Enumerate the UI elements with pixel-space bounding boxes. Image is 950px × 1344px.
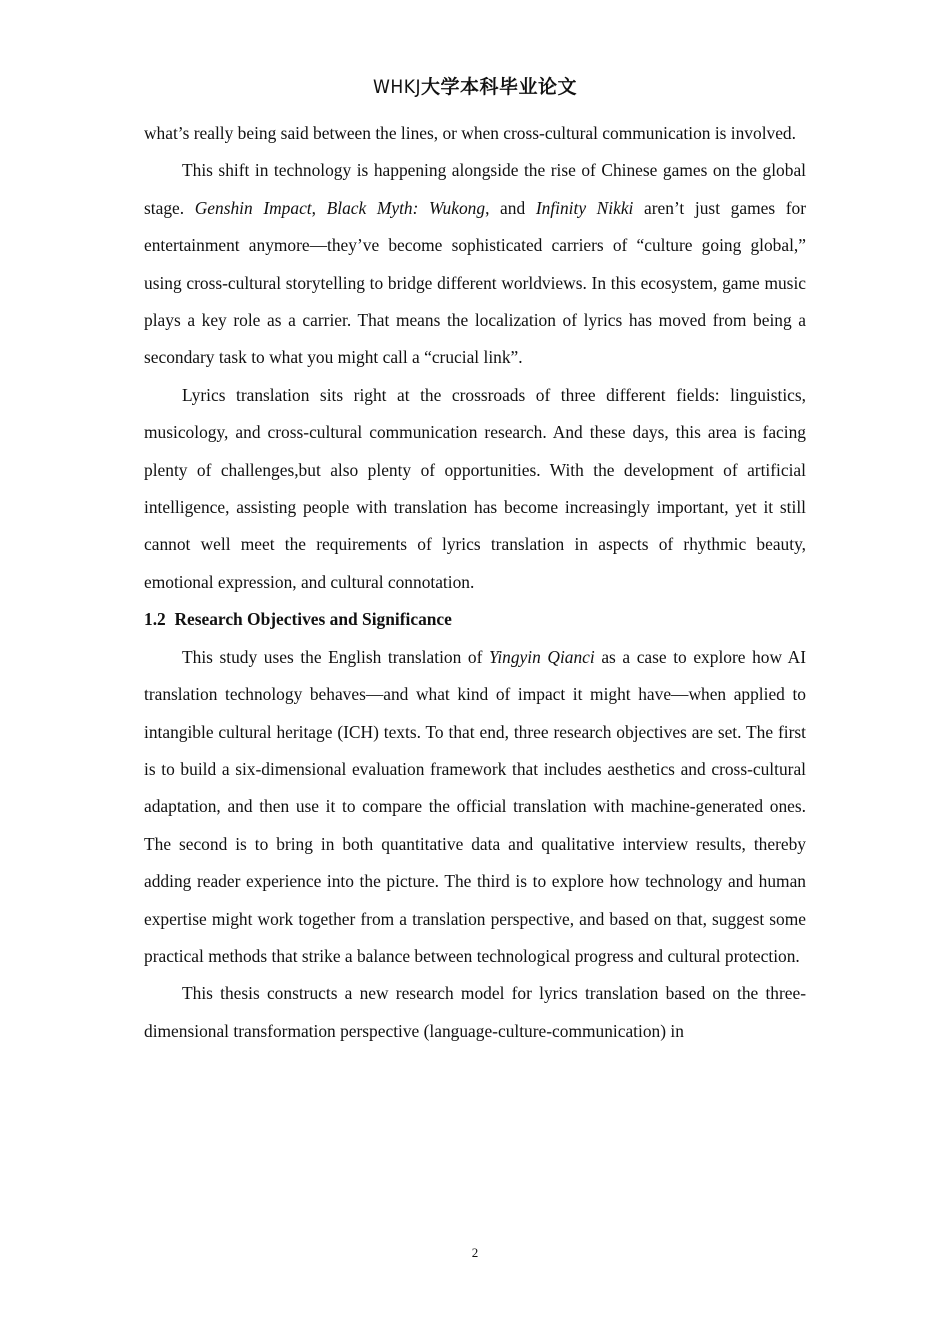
page-header (0, 74, 950, 101)
paragraphs-after-section (144, 639, 806, 1050)
section-heading (144, 601, 806, 638)
italic-title: Genshin Impact (194, 197, 312, 218)
italic-title: Yingyin Qianci (488, 646, 595, 667)
text-run: This thesis constructs a new research model for lyrics translation based on the three-dimensional transformation perspective (language-culture-communication) in (144, 983, 806, 1041)
paragraph-p5-model (144, 975, 806, 1050)
text-run: , and (485, 197, 536, 218)
text-run: Lyrics translation sits right at the crossroads of three different fields: linguistics, musicology, and cross-cultural communication research. And these days, this area is facing plenty of challenges,but also plenty of opportunities. With the development of artificial intelligence, assisting people with translation has become increasingly important, yet it still cannot well meet the requirements of lyrics translation in aspects of rhythmic beauty, emotional expression, and cultural connotation. (144, 384, 806, 592)
text-run: as a case to explore how AI translation technology behaves—and what kind of impact it might have—when applied to intangible cultural heritage (ICH) texts. To that end, three research objectives are set. The first is to build a six-dimensional evaluation framework that includes aesthetics and cross-cultural adaptation, and then use it to compare the official translation with machine-generated ones. The second is to bring in both quantitative data and qualitative interview results, thereby adding reader experience into the picture. The third is to explore how technology and human expertise might work together from a translation perspective, and based on that, suggest some practical methods that strike a balance between technological progress and cultural protection. (144, 646, 806, 966)
section-number: 1.2 (144, 609, 166, 630)
section-title: Research Objectives and Significance (174, 609, 452, 630)
paragraphs-before-section (144, 115, 806, 601)
body-text (144, 115, 806, 1050)
italic-title: Black Myth: Wukong (326, 197, 486, 218)
paragraph-p2-tech-shift (144, 152, 806, 376)
text-run: This study uses the English translation of (182, 646, 489, 667)
text-run: aren’t just games for entertainment anymore—they’ve become sophisticated carriers of “culture going global,” using cross-cultural storytelling to bridge different worldviews. In this ecosystem, game music plays a key role as a carrier. That means the localization of lyrics has moved from being a secondary task to what you might call a “crucial link”. (144, 197, 807, 368)
page-number: 2 (471, 1245, 479, 1260)
text-run: This shift in technology is happening alongside the rise of Chinese games on the global stage. (144, 160, 806, 218)
italic-title: Infinity Nikki (535, 197, 634, 218)
text-run: , (311, 197, 327, 218)
paragraph-p1-continued (144, 115, 806, 152)
text-run: what’s really being said between the lines, or when cross-cultural communication is involved. (144, 123, 796, 143)
header-thesis-label: 大学本科毕业论文 (421, 77, 578, 98)
paragraph-p3-lyrics-crossroads (144, 377, 806, 601)
header-university-code: WHKJ (372, 76, 421, 98)
paragraph-p4-objectives (144, 639, 806, 976)
